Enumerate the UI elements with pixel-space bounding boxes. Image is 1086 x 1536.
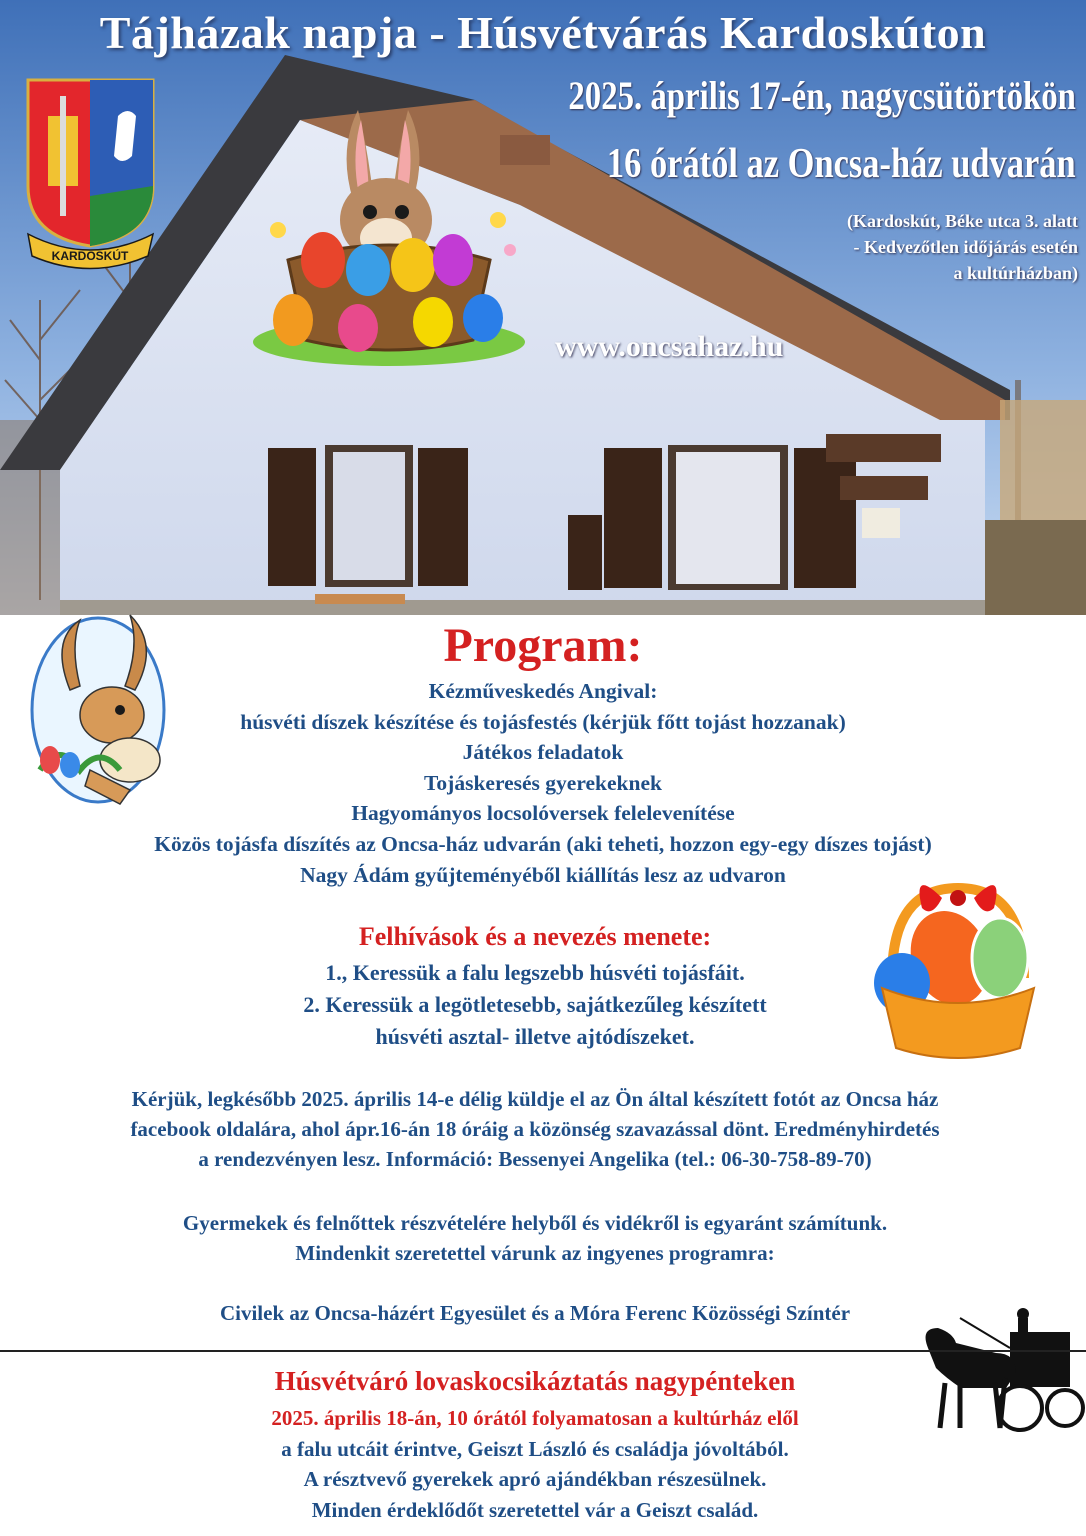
website-link[interactable]: www.oncsahaz.hu <box>555 330 784 363</box>
welcome-text <box>0 1208 1070 1268</box>
ride-line: a falu utcáit érintve, Geiszt László és családja jóvoltából. <box>281 1436 789 1461</box>
ride-line: 2025. április 18-án, 10 órától folyamatosan a kultúrház elől <box>271 1406 799 1430</box>
submission-info <box>0 1084 1070 1174</box>
hero-photo <box>0 0 1086 615</box>
carriage-ride-details <box>0 1403 1070 1525</box>
calls-list <box>0 957 1070 1053</box>
info-line: a rendezvényen lesz. Információ: Bessenyei Angelika (tel.: 06-30-758-89-70) <box>198 1147 872 1171</box>
ride-line: A résztvevő gyerekek apró ajándékban részesülnek. <box>303 1467 767 1491</box>
carriage-ride-heading: Húsvétváró lovaskocsikáztatás nagypénteken <box>274 1366 796 1396</box>
address-line: - Kedvezőtlen időjárás esetén <box>853 237 1078 257</box>
program-item: Nagy Ádám gyűjteményéből kiállítás lesz az udvaron <box>300 862 786 887</box>
program-item: Játékos feladatok <box>462 740 624 765</box>
program-list <box>0 676 1086 890</box>
program-item: húsvéti díszek készítése és tojásfestés (kérjük főtt tojást hozzanak) <box>240 709 846 734</box>
welcome-line: Mindenkit szeretettel várunk az ingyenes programra: <box>295 1241 775 1265</box>
info-line: facebook oldalára, ahol ápr.16-án 18 óráig a közönség szavazással dönt. Eredményhirdetés <box>130 1117 940 1141</box>
call-item: 1., Keressük a falu legszebb húsvéti tojásfáit. <box>325 960 745 985</box>
event-title: Tájházak napja - Húsvétvárás Kardoskúton <box>99 7 987 58</box>
easter-bunny-basket-icon <box>248 110 530 370</box>
address-line: a kultúrházban) <box>953 263 1078 283</box>
organizers: Civilek az Oncsa-házért Egyesület és a Móra Ferenc Közösségi Színtér <box>219 1301 851 1325</box>
event-address <box>658 208 1078 286</box>
program-item: Tojáskeresés gyerekeknek <box>424 770 662 795</box>
program-item: Hagyományos locsolóversek felelevenítése <box>351 801 735 826</box>
info-line: Kérjük, legkésőbb 2025. április 14-e délig küldje el az Ön által készített fotót az Oncsa ház <box>131 1087 939 1111</box>
welcome-line: Gyermekek és felnőttek részvételére helyből és vidékről is egyaránt számítunk. <box>182 1211 888 1235</box>
program-item: Közös tojásfa díszítés az Oncsa-ház udvarán (aki teheti, hozzon egy-egy díszes tojást) <box>154 831 932 856</box>
ride-line: Minden érdeklődőt szeretettel vár a Geiszt család. <box>311 1497 759 1522</box>
event-date: 2025. április 17-én, nagycsütörtökön <box>568 73 1076 118</box>
crest-label: KARDOSKÚT <box>51 249 129 263</box>
call-item: 2. Keressük a legötletesebb, sajátkezűleg készített <box>303 992 767 1017</box>
program-item: Kézműveskedés Angival: <box>428 679 658 703</box>
program-heading: Program: <box>443 619 643 672</box>
event-time-location: 16 órától az Oncsa-ház udvarán <box>607 141 1076 187</box>
kardoskut-crest-icon <box>18 76 162 276</box>
call-item: húsvéti asztal- illetve ajtódíszeket. <box>375 1024 695 1049</box>
section-divider <box>0 1350 1086 1352</box>
calls-heading: Felhívások és a nevezés menete: <box>358 922 712 951</box>
address-line: (Kardoskút, Béke utca 3. alatt <box>847 211 1078 231</box>
